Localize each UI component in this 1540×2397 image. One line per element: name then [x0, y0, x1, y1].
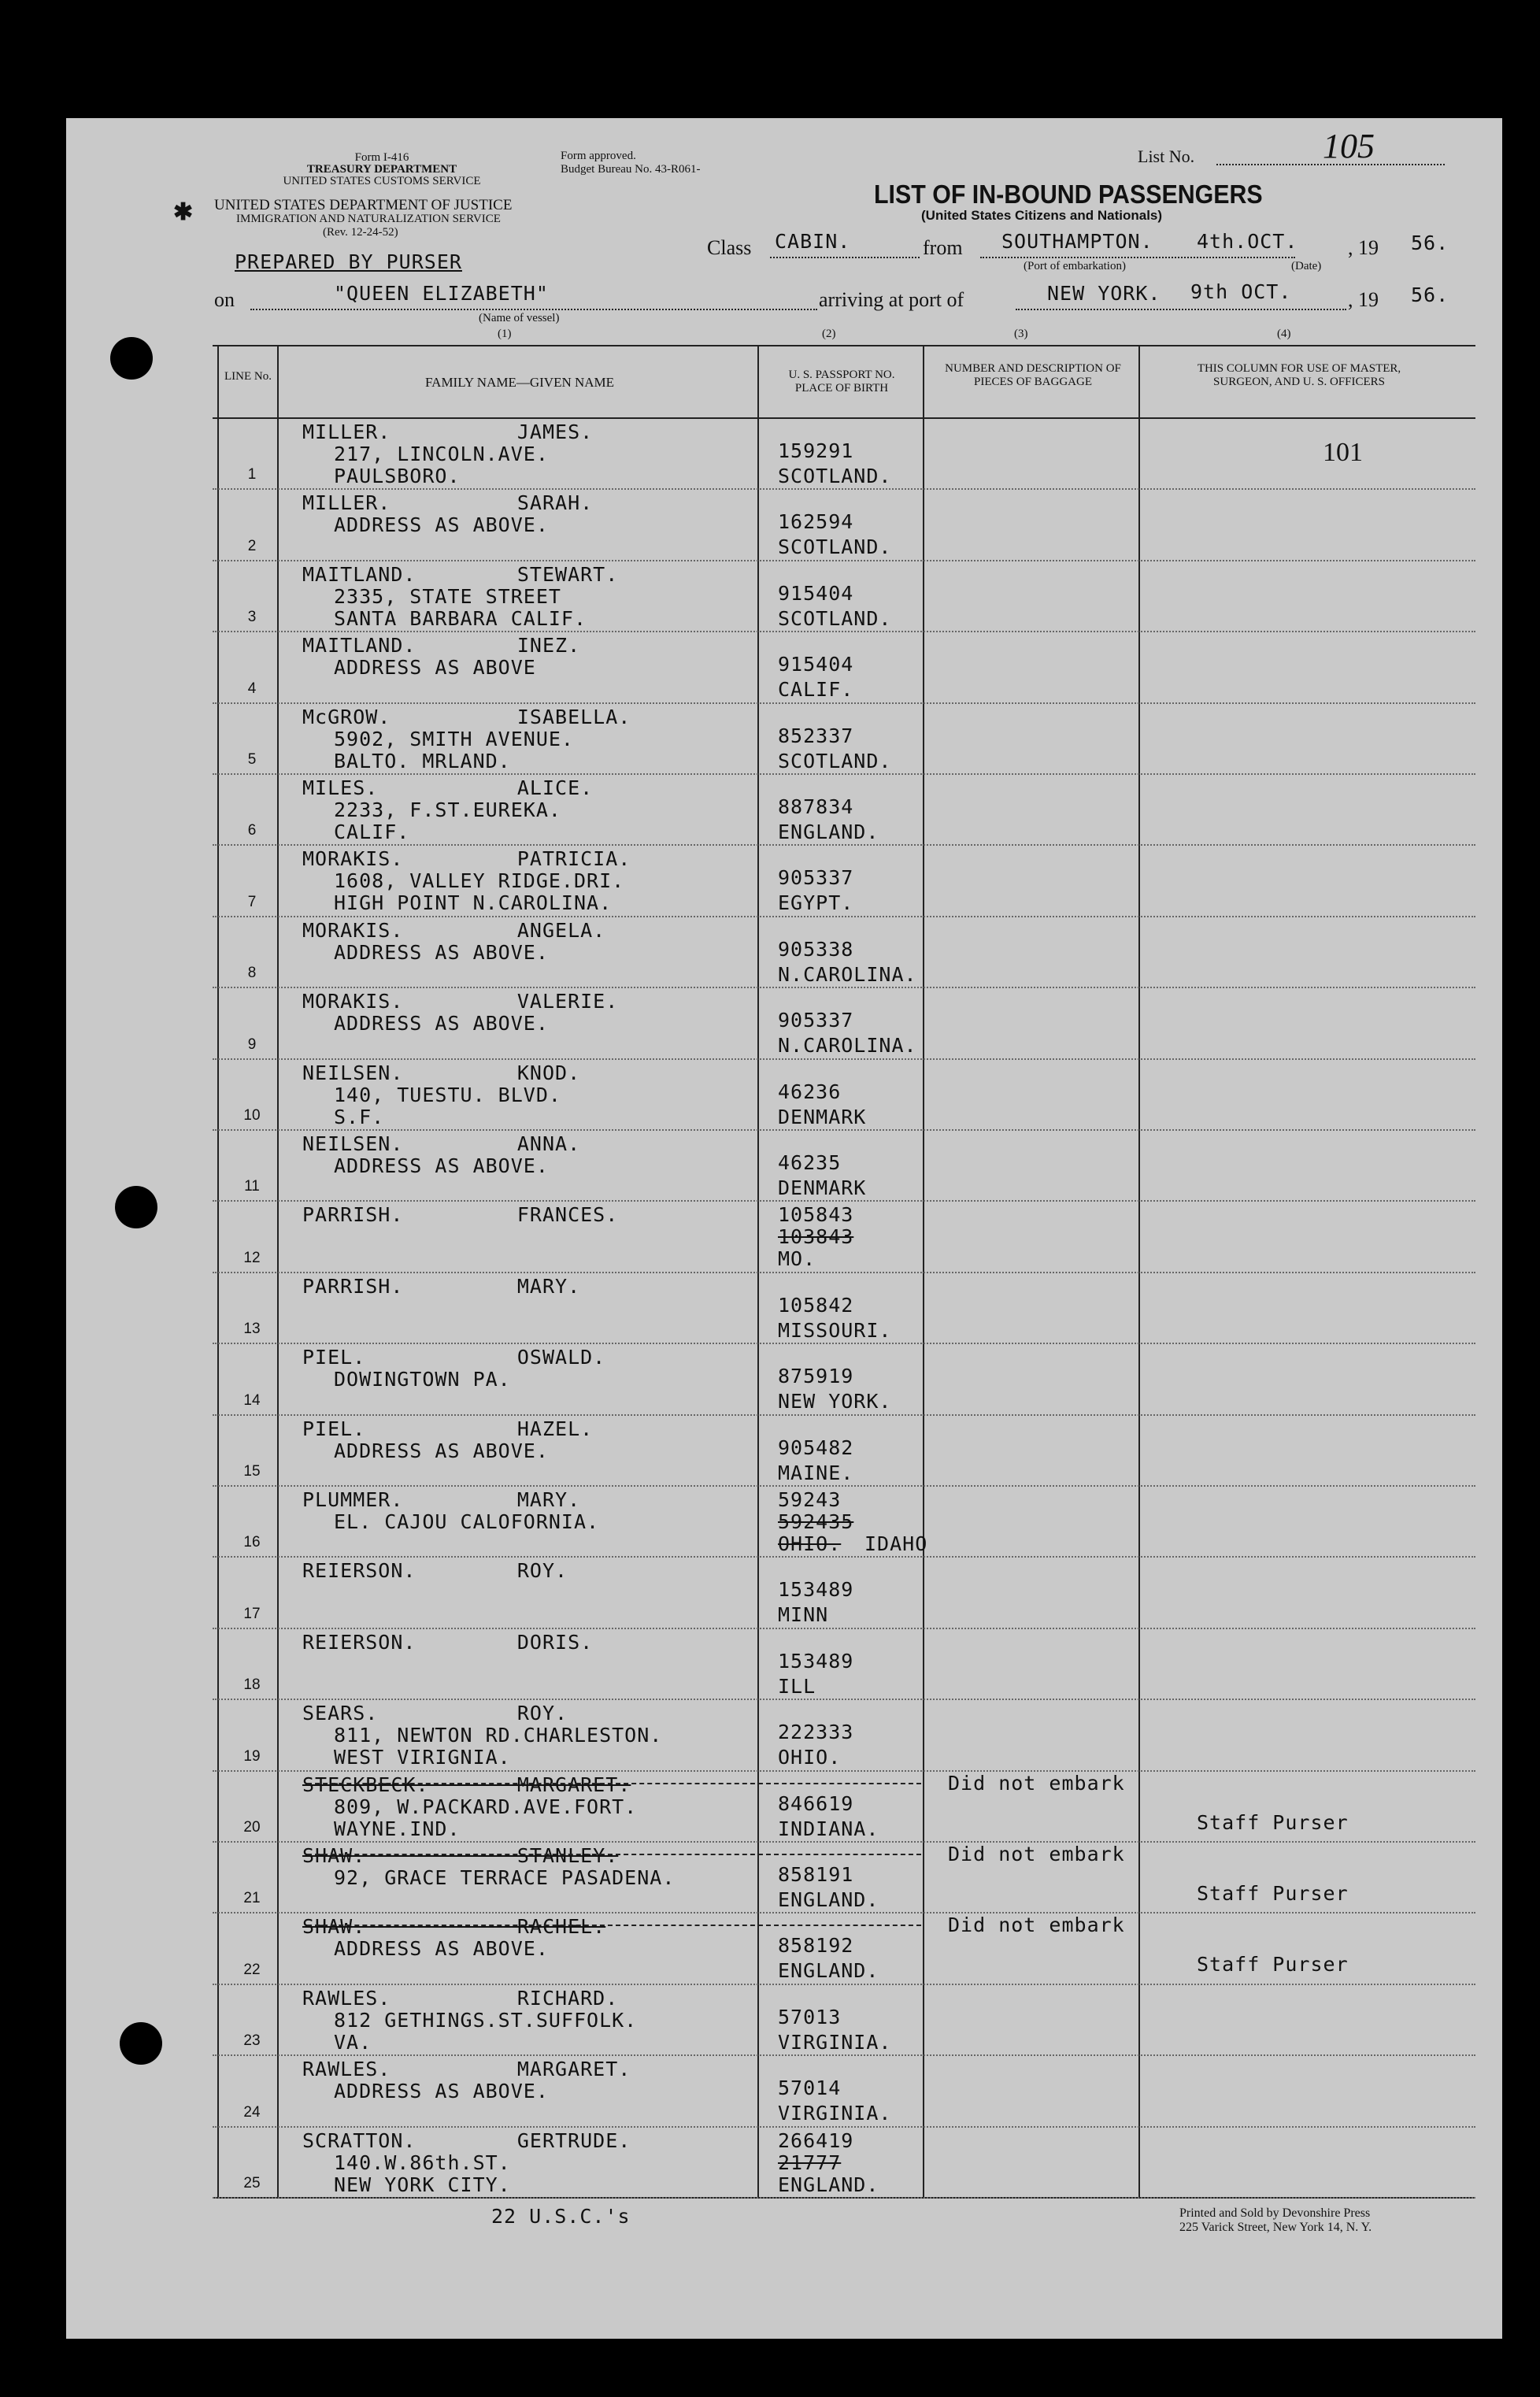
- passenger-address-1: EL. CAJOU CALOFORNIA.: [334, 1510, 600, 1533]
- row-line: [213, 1841, 1475, 1843]
- staff-purser-note: Staff Purser: [1197, 1810, 1349, 1834]
- row-line: [213, 1272, 1475, 1273]
- row-line: [213, 2126, 1475, 2128]
- passport-number: 46235: [778, 1151, 842, 1174]
- class-line: [770, 257, 920, 258]
- passenger-address-1: ADDRESS AS ABOVE.: [334, 1012, 549, 1035]
- birthplace: VIRGINIA.: [778, 2102, 892, 2125]
- birthplace: VIRGINIA.: [778, 2030, 892, 2054]
- passport-number: 153489: [778, 1649, 854, 1673]
- line-number: 11: [244, 1178, 260, 1195]
- birthplace: MAINE.: [778, 1461, 854, 1484]
- arrival-date: 9th OCT.: [1190, 280, 1292, 303]
- passenger-name: REIERSON. ROY.: [302, 1559, 568, 1583]
- row-line: [213, 1770, 1475, 1772]
- customs-service: UNITED STATES CUSTOMS SERVICE: [283, 175, 481, 187]
- row-line: [213, 1912, 1475, 1914]
- birthplace: EGYPT.: [778, 891, 854, 915]
- arrival-line: [1016, 309, 1346, 310]
- passenger-address-2: CALIF.: [334, 821, 410, 843]
- passenger-name: SHAW. RACHEL.: [302, 1915, 606, 1939]
- punch-hole-top: [110, 337, 153, 380]
- row-line: [213, 1628, 1475, 1629]
- line-number: 3: [247, 609, 257, 626]
- birthplace: ENGLAND.: [778, 2173, 879, 2196]
- line-number: 20: [243, 1819, 261, 1836]
- passenger-name: PIEL. OSWALD.: [302, 1346, 606, 1369]
- punch-hole-middle: [115, 1186, 157, 1228]
- row-line: [213, 560, 1475, 561]
- line-number: 4: [247, 680, 257, 697]
- form-title: LIST OF IN-BOUND PASSENGERS: [874, 180, 1263, 209]
- passport-number: 59243: [778, 1488, 842, 1511]
- passenger-name: PARRISH. FRANCES.: [302, 1203, 619, 1227]
- did-not-embark-note: Did not embark: [948, 1914, 1125, 1937]
- officer-note: 101: [1323, 438, 1363, 467]
- port-embark-label: (Port of embarkation): [1024, 260, 1126, 272]
- date-label: (Date): [1291, 260, 1322, 272]
- ins-service: IMMIGRATION AND NATURALIZATION SERVICE: [236, 213, 501, 225]
- passport-number: 905338: [778, 937, 854, 961]
- passenger-address-1: 217, LINCOLN.AVE.: [334, 443, 549, 465]
- row-line: [213, 1200, 1475, 1202]
- line-number: 10: [243, 1107, 261, 1124]
- star-mark: ✱: [173, 199, 194, 225]
- passenger-name: STECKBECK. MARGARET.: [302, 1773, 631, 1796]
- row-line: [213, 987, 1475, 988]
- passenger-name: NEILSEN. KNOD.: [302, 1061, 581, 1084]
- did-not-embark-note: Did not embark: [948, 1843, 1125, 1865]
- line-number: 18: [243, 1676, 261, 1694]
- line-number: 9: [247, 1035, 257, 1053]
- passenger-name: MORAKIS. PATRICIA.: [302, 847, 631, 871]
- row-line: [213, 1699, 1475, 1700]
- passenger-name: RAWLES. MARGARET.: [302, 2058, 631, 2081]
- departure-year: 56.: [1411, 232, 1449, 254]
- passenger-address-2: PAULSBORO.: [334, 465, 461, 487]
- passport-number: 222333: [778, 1721, 854, 1744]
- passenger-name: REIERSON. DORIS.: [302, 1630, 594, 1654]
- form-number: Form I-416: [354, 151, 409, 164]
- vessel-label: (Name of vessel): [479, 312, 560, 324]
- line-number: 22: [243, 1961, 261, 1978]
- row-line: [213, 2054, 1475, 2056]
- birthplace-struck: OHIO.: [778, 1532, 842, 1555]
- column-number-2: (2): [822, 328, 836, 340]
- from-line: [980, 257, 1295, 258]
- row-line: [213, 916, 1475, 917]
- birthplace: IDAHO: [864, 1532, 928, 1555]
- header-passport: U. S. PASSPORT NO. PLACE OF BIRTH: [788, 369, 895, 395]
- birthplace: N.CAROLINA.: [778, 962, 917, 986]
- passenger-address-1: 811, NEWTON RD.CHARLESTON.: [334, 1724, 663, 1747]
- passport-number-struck: 103843: [778, 1225, 854, 1249]
- row-line: [213, 1058, 1475, 1060]
- passenger-name: NEILSEN. ANNA.: [302, 1132, 581, 1155]
- passenger-name: PARRISH. MARY.: [302, 1274, 581, 1298]
- line-number: 17: [243, 1605, 261, 1622]
- passenger-address-1: 5902, SMITH AVENUE.: [334, 727, 574, 750]
- birthplace: DENMARK: [778, 1105, 867, 1128]
- printer-line-1: Printed and Sold by Devonshire Press: [1179, 2206, 1371, 2220]
- passenger-address-1: ADDRESS AS ABOVE.: [334, 1937, 549, 1961]
- passport-number: 905482: [778, 1436, 854, 1459]
- row-line: [213, 844, 1475, 846]
- passenger-address-2: S.F.: [334, 1105, 385, 1128]
- arrival-year: 56.: [1411, 283, 1449, 306]
- line-number: 12: [243, 1249, 261, 1266]
- birthplace: NEW YORK.: [778, 1390, 892, 1413]
- footer-usc: 22 U.S.C.'s: [491, 2205, 631, 2228]
- line-number: 16: [243, 1534, 261, 1551]
- line-number: 6: [247, 822, 257, 839]
- printer-line-2: 225 Varick Street, New York 14, N. Y.: [1179, 2221, 1372, 2234]
- passport-number: 266419: [778, 2128, 854, 2152]
- from-value: SOUTHAMPTON.: [1001, 230, 1153, 253]
- departure-date: 4th.OCT.: [1197, 230, 1298, 253]
- line-number: 21: [243, 1890, 261, 1907]
- passenger-address-1: ADDRESS AS ABOVE: [334, 656, 536, 680]
- passenger-address-1: ADDRESS AS ABOVE.: [334, 513, 549, 537]
- birthplace: MO.: [778, 1247, 816, 1271]
- passenger-address-1: 2335, STATE STREET: [334, 584, 561, 608]
- passenger-name: SHAW. STANLEY.: [302, 1844, 619, 1867]
- passport-number: 846619: [778, 1791, 854, 1815]
- line-number: 24: [243, 2103, 261, 2121]
- passport-number: 105843: [778, 1203, 854, 1227]
- passport-number-struck: 592435: [778, 1510, 854, 1533]
- passenger-address-2: HIGH POINT N.CAROLINA.: [334, 891, 613, 915]
- passenger-name: MAITLAND. STEWART.: [302, 562, 619, 586]
- did-not-embark-note: Did not embark: [948, 1771, 1125, 1795]
- arriving-label: arriving at port of: [819, 288, 964, 311]
- column-number-1: (1): [498, 328, 512, 340]
- birthplace: SCOTLAND.: [778, 535, 892, 559]
- birthplace: SCOTLAND.: [778, 465, 892, 487]
- punch-hole-bottom: [120, 2022, 162, 2065]
- passenger-address-1: 92, GRACE TERRACE PASADENA.: [334, 1866, 676, 1889]
- passenger-address-1: 1608, VALLEY RIDGE.DRI.: [334, 869, 625, 893]
- passport-number: 105842: [778, 1293, 854, 1317]
- line-number: 13: [243, 1321, 261, 1338]
- line-number: 7: [247, 893, 257, 910]
- form-approved: Form approved.: [561, 150, 636, 162]
- line-number: 1: [247, 466, 257, 483]
- birthplace: SCOTLAND.: [778, 749, 892, 772]
- vessel-line: [250, 309, 817, 310]
- birthplace: DENMARK: [778, 1176, 867, 1199]
- birthplace: INDIANA.: [778, 1817, 879, 1840]
- passenger-address-1: ADDRESS AS ABOVE.: [334, 2080, 549, 2103]
- passport-number: 858191: [778, 1863, 854, 1886]
- list-no-label: List No.: [1138, 146, 1195, 166]
- header-name: FAMILY NAME—GIVEN NAME: [424, 375, 615, 390]
- line-number: 14: [243, 1391, 261, 1409]
- passenger-address-2: WEST VIRIGNIA.: [334, 1746, 511, 1769]
- birthplace: MISSOURI.: [778, 1318, 892, 1342]
- passenger-address-1: DOWINGTOWN PA.: [334, 1368, 511, 1391]
- vessel-name: "QUEEN ELIZABETH": [334, 282, 549, 305]
- birthplace: CALIF.: [778, 678, 854, 702]
- passenger-name: MORAKIS. ANGELA.: [302, 918, 606, 942]
- on-label: on: [214, 288, 235, 311]
- table-top-border: [213, 345, 1475, 346]
- passenger-name: SEARS. ROY.: [302, 1702, 568, 1725]
- row-line: [213, 631, 1475, 632]
- row-line: [213, 773, 1475, 775]
- arrival-port: NEW YORK.: [1047, 282, 1161, 305]
- passenger-address-1: ADDRESS AS ABOVE.: [334, 1154, 549, 1177]
- line-number: 23: [243, 2032, 261, 2050]
- row-line: [213, 1556, 1475, 1558]
- passport-number: 162594: [778, 510, 854, 534]
- passenger-address-1: 140.W.86th.ST.: [334, 2151, 511, 2174]
- row-line: [213, 1414, 1475, 1416]
- passport-number: 915404: [778, 581, 854, 605]
- line-number: 2: [247, 537, 257, 554]
- passport-number: 852337: [778, 724, 854, 747]
- passenger-address-2: WAYNE.IND.: [334, 1817, 461, 1840]
- from-label: from: [923, 236, 963, 259]
- year-prefix-2: , 19: [1348, 288, 1379, 311]
- passenger-name: MILES. ALICE.: [302, 776, 594, 799]
- staff-purser-note: Staff Purser: [1197, 1953, 1349, 1977]
- line-number: 15: [243, 1463, 261, 1480]
- passport-number: 46236: [778, 1080, 842, 1103]
- passport-number: 858192: [778, 1934, 854, 1958]
- staff-purser-note: Staff Purser: [1197, 1882, 1349, 1905]
- passenger-address-1: 2233, F.ST.EUREKA.: [334, 798, 561, 821]
- passport-number: 905337: [778, 1009, 854, 1032]
- passenger-address-2: SANTA BARBARA CALIF.: [334, 606, 587, 630]
- passenger-address-2: NEW YORK CITY.: [334, 2173, 511, 2196]
- row-line: [213, 1129, 1475, 1131]
- passport-number: 905337: [778, 866, 854, 890]
- birthplace: ILL: [778, 1674, 816, 1698]
- birthplace: MINN: [778, 1603, 829, 1627]
- list-no-value: 105: [1323, 127, 1375, 165]
- line-number: 8: [247, 965, 257, 982]
- passenger-address-2: VA.: [334, 2030, 372, 2054]
- row-line: [213, 1984, 1475, 1985]
- table-header-border: [213, 417, 1475, 419]
- passport-number-struck: 21777: [778, 2151, 842, 2174]
- passenger-name: MILLER. JAMES.: [302, 420, 594, 443]
- passport-number: 915404: [778, 653, 854, 676]
- passenger-address-1: 812 GETHINGS.ST.SUFFOLK.: [334, 2008, 638, 2032]
- passport-number: 875919: [778, 1365, 854, 1388]
- birthplace: OHIO.: [778, 1746, 842, 1769]
- passenger-name: MORAKIS. VALERIE.: [302, 990, 619, 1013]
- row-line: [213, 488, 1475, 490]
- column-number-4: (4): [1277, 328, 1291, 340]
- birthplace: ENGLAND.: [778, 1888, 879, 1911]
- justice-dept: UNITED STATES DEPARTMENT OF JUSTICE: [214, 197, 513, 213]
- class-label: Class: [707, 236, 752, 259]
- form-subtitle: (United States Citizens and Nationals): [921, 208, 1163, 223]
- passenger-name: MILLER. SARAH.: [302, 491, 594, 515]
- revision: (Rev. 12-24-52): [323, 226, 398, 239]
- prepared-by: PREPARED BY PURSER: [235, 250, 462, 273]
- row-line: [213, 2197, 1475, 2199]
- passenger-address-1: ADDRESS AS ABOVE.: [334, 1439, 549, 1462]
- passport-number: 57014: [778, 2077, 842, 2100]
- passport-number: 57013: [778, 2005, 842, 2028]
- passport-number: 159291: [778, 439, 854, 462]
- passenger-name: McGROW. ISABELLA.: [302, 705, 631, 728]
- class-value: CABIN.: [775, 230, 851, 253]
- passenger-name: SCRATTON. GERTRUDE.: [302, 2128, 631, 2152]
- treasury-dept: TREASURY DEPARTMENT: [306, 163, 457, 176]
- birthplace: ENGLAND.: [778, 821, 879, 843]
- cancel-dash-line: [307, 1925, 921, 1926]
- passenger-address-1: ADDRESS AS ABOVE.: [334, 940, 549, 964]
- birthplace: ENGLAND.: [778, 1959, 879, 1983]
- passenger-name: RAWLES. RICHARD.: [302, 1986, 619, 2010]
- line-number: 5: [247, 751, 257, 768]
- header-officers: THIS COLUMN FOR USE OF MASTER, SURGEON, AND U. S. OFFICERS: [1197, 362, 1401, 388]
- row-line: [213, 702, 1475, 704]
- cancel-dash-line: [307, 1783, 921, 1784]
- cancel-dash-line: [307, 1854, 921, 1855]
- passport-number: 153489: [778, 1578, 854, 1602]
- passenger-address-2: BALTO. MRLAND.: [334, 749, 511, 772]
- row-line: [213, 1485, 1475, 1487]
- budget-bureau: Budget Bureau No. 43-R061-: [561, 163, 701, 176]
- line-number: 25: [243, 2175, 261, 2191]
- passenger-name: MAITLAND. INEZ.: [302, 634, 581, 658]
- header-baggage: NUMBER AND DESCRIPTION OF PIECES OF BAGGAGE: [945, 362, 1121, 388]
- passport-number: 887834: [778, 795, 854, 818]
- passenger-address-1: 140, TUESTU. BLVD.: [334, 1083, 561, 1106]
- birthplace: SCOTLAND.: [778, 606, 892, 630]
- year-prefix-1: , 19: [1348, 236, 1379, 259]
- line-number: 19: [243, 1747, 261, 1765]
- birthplace: N.CAROLINA.: [778, 1034, 917, 1058]
- column-number-3: (3): [1014, 328, 1028, 340]
- passenger-address-1: 809, W.PACKARD.AVE.FORT.: [334, 1795, 638, 1818]
- passenger-name: PLUMMER. MARY.: [302, 1488, 581, 1511]
- passenger-name: PIEL. HAZEL.: [302, 1417, 594, 1440]
- header-line-no: LINE No.: [224, 370, 272, 383]
- row-line: [213, 1343, 1475, 1344]
